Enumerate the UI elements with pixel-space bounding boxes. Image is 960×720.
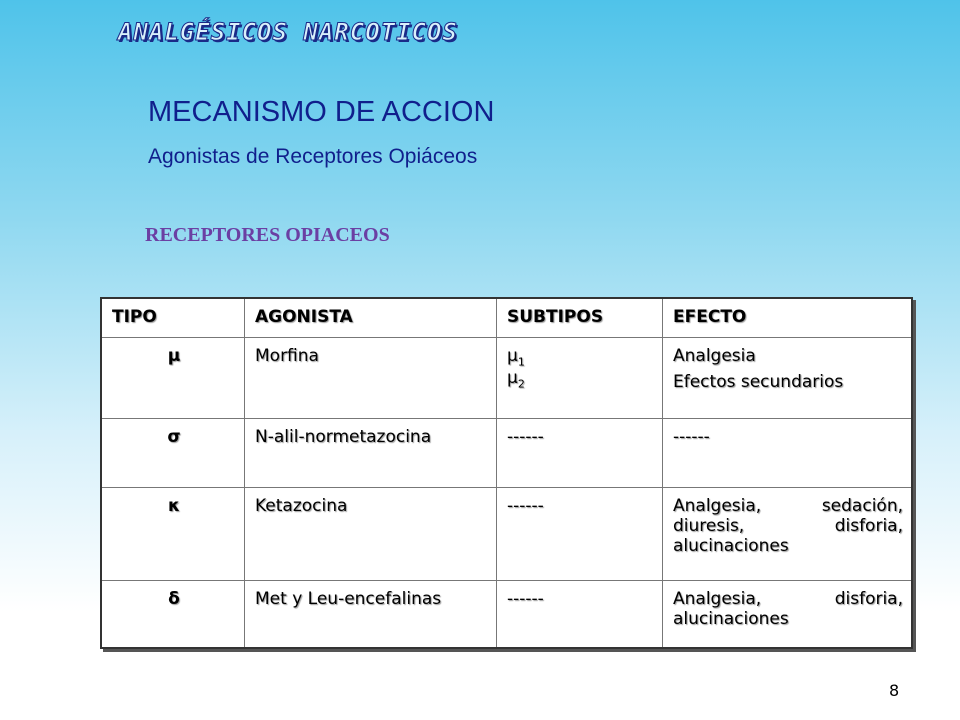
header-agonista: AGONISTA (245, 298, 497, 338)
cell-efecto: ------ (663, 419, 913, 488)
cell-subtipos: ------ (497, 581, 663, 649)
efecto-line: Efectos secundarios (673, 372, 844, 392)
section-title: RECEPTORES OPIACEOS (145, 224, 390, 246)
header-title: ANALGÉSICOS NARCOTICOS (118, 18, 458, 46)
subtype-base: μ (507, 346, 518, 366)
cell-subtipos: ------ (497, 419, 663, 488)
subtype-base: μ (507, 368, 518, 389)
subtype-sub: 1 (517, 355, 525, 369)
header-tipo: TIPO (101, 298, 245, 338)
table-row (101, 419, 912, 488)
page-subtitle: Agonistas de Receptores Opiáceos (148, 145, 478, 168)
cell-agonista: Morfina (245, 338, 497, 419)
header-subtipos: SUBTIPOS (497, 298, 663, 338)
cell-tipo-mu: μ (101, 338, 245, 419)
page-number: 8 (889, 681, 900, 700)
cell-efecto (663, 338, 913, 419)
subtype-mu1 (507, 346, 654, 368)
cell-efecto: Analgesia, sedación, diuresis, disforia, alucinaciones (663, 488, 913, 581)
cell-tipo-delta: δ (101, 581, 245, 649)
cell-agonista: Ketazocina (245, 488, 497, 581)
subtype-sub: 2 (517, 377, 525, 391)
table-header-row (101, 298, 912, 338)
receptors-table (100, 297, 913, 649)
table-row (101, 581, 912, 649)
cell-agonista: N-alil-normetazocina (245, 419, 497, 488)
table-row (101, 338, 912, 419)
cell-efecto: Analgesia, disforia, alucinaciones (663, 581, 913, 649)
cell-tipo-sigma: σ (101, 419, 245, 488)
cell-subtipos (497, 338, 663, 419)
cell-agonista: Met y Leu-encefalinas (245, 581, 497, 649)
cell-tipo-kappa: κ (101, 488, 245, 581)
page-title: MECANISMO DE ACCION (148, 96, 495, 128)
cell-subtipos: ------ (497, 488, 663, 581)
subtype-mu2 (507, 368, 654, 390)
header-efecto: EFECTO (663, 298, 913, 338)
efecto-line: Analgesia (673, 346, 756, 366)
table-row (101, 488, 912, 581)
